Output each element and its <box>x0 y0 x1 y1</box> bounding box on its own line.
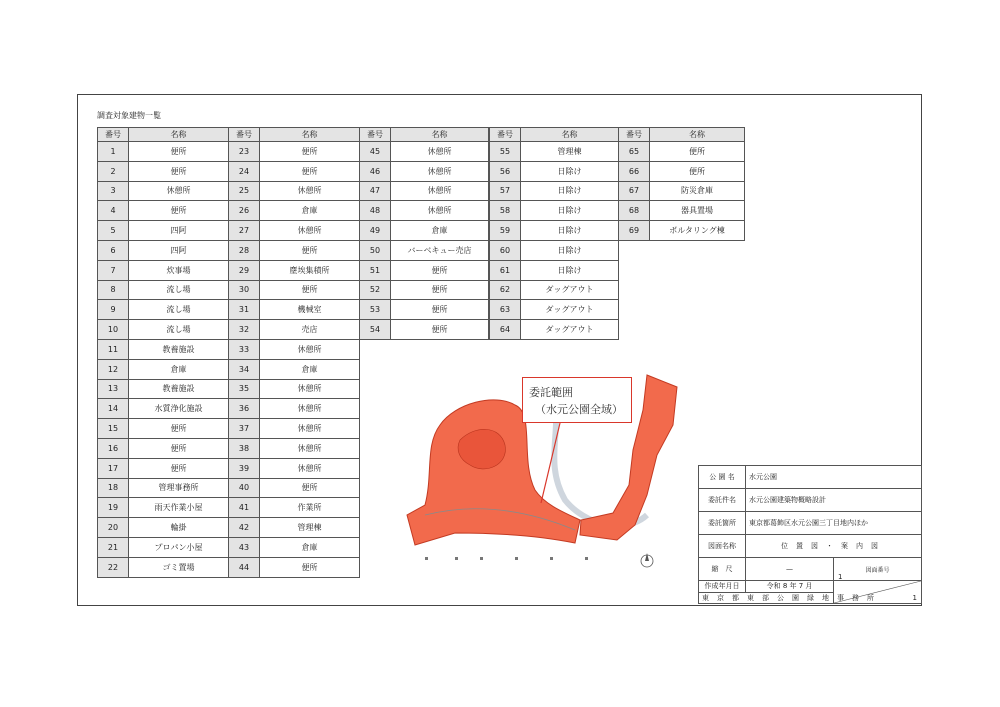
drawing-no-label: 図面番号 <box>834 558 922 581</box>
building-number: 10 <box>98 320 129 340</box>
building-table-1 <box>97 127 360 578</box>
park-value: 水元公園 <box>746 466 922 489</box>
scale-label: 縮 尺 <box>699 558 746 581</box>
table-row <box>490 300 619 320</box>
building-name: 便所 <box>391 260 489 280</box>
building-number: 58 <box>490 201 521 221</box>
table-row <box>490 142 619 162</box>
callout-line2: （水元公園全域） <box>535 403 623 416</box>
table-row <box>98 537 360 557</box>
building-name: 休憩所 <box>260 379 360 399</box>
table-row <box>619 142 745 162</box>
building-number: 37 <box>229 419 260 439</box>
table-row <box>360 221 489 241</box>
table-row <box>98 201 360 221</box>
table-row <box>490 161 619 181</box>
building-name: 便所 <box>260 240 360 260</box>
building-number: 61 <box>490 260 521 280</box>
building-table-2 <box>359 127 489 340</box>
building-name: 便所 <box>391 280 489 300</box>
building-name: 作業所 <box>260 498 360 518</box>
building-name: 日除け <box>521 161 619 181</box>
building-name: 管理事務所 <box>129 478 229 498</box>
building-name: 流し場 <box>129 280 229 300</box>
building-name: 休憩所 <box>260 458 360 478</box>
building-number: 43 <box>229 537 260 557</box>
building-number: 65 <box>619 142 650 162</box>
building-name: 休憩所 <box>129 181 229 201</box>
building-number: 28 <box>229 240 260 260</box>
table-row <box>98 399 360 419</box>
table-row <box>490 260 619 280</box>
building-number: 56 <box>490 161 521 181</box>
building-name: 管理棟 <box>521 142 619 162</box>
building-name: 便所 <box>129 161 229 181</box>
building-number: 20 <box>98 518 129 538</box>
callout-box <box>522 377 632 423</box>
table-row <box>98 280 360 300</box>
table-row <box>98 518 360 538</box>
building-name: 流し場 <box>129 320 229 340</box>
building-name: 便所 <box>129 201 229 221</box>
table-row <box>360 161 489 181</box>
table-row <box>98 438 360 458</box>
building-number: 31 <box>229 300 260 320</box>
project-value: 水元公園建築物概略設計 <box>746 489 922 512</box>
building-number: 24 <box>229 161 260 181</box>
building-name: ゴミ置場 <box>129 557 229 577</box>
table-row <box>98 221 360 241</box>
office-name: 東京都東部公園緑地事務所 <box>699 592 834 604</box>
header-number: 番号 <box>98 128 129 142</box>
building-name: 休憩所 <box>391 201 489 221</box>
building-name: 便所 <box>650 142 745 162</box>
building-name: 休憩所 <box>391 181 489 201</box>
building-number: 54 <box>360 320 391 340</box>
table-row <box>490 280 619 300</box>
table-row <box>490 181 619 201</box>
building-name: 休憩所 <box>260 419 360 439</box>
building-number: 14 <box>98 399 129 419</box>
title-block <box>698 465 922 606</box>
header-name: 名称 <box>521 128 619 142</box>
date-label: 作成年月日 <box>699 581 746 593</box>
building-name: 売店 <box>260 320 360 340</box>
table-row <box>98 458 360 478</box>
table-row <box>360 201 489 221</box>
building-number: 69 <box>619 221 650 241</box>
building-name: 休憩所 <box>391 161 489 181</box>
building-name: 日除け <box>521 221 619 241</box>
project-label: 委託件名 <box>699 489 746 512</box>
table-row <box>619 201 745 221</box>
location-label: 委託箇所 <box>699 512 746 535</box>
location-value: 東京都葛飾区水元公園三丁目地内ほか <box>746 512 922 535</box>
header-number: 番号 <box>360 128 391 142</box>
table-row <box>360 280 489 300</box>
building-number: 23 <box>229 142 260 162</box>
date-value: 令和 8 年 7 月 <box>746 581 834 593</box>
building-number: 7 <box>98 260 129 280</box>
building-name: ダッグアウト <box>521 320 619 340</box>
building-number: 19 <box>98 498 129 518</box>
building-number: 49 <box>360 221 391 241</box>
building-number: 32 <box>229 320 260 340</box>
park-label: 公 園 名 <box>699 466 746 489</box>
building-name: 便所 <box>129 458 229 478</box>
header-name: 名称 <box>260 128 360 142</box>
building-name: 便所 <box>260 280 360 300</box>
building-number: 53 <box>360 300 391 320</box>
building-name: 炊事場 <box>129 260 229 280</box>
building-name: 四阿 <box>129 240 229 260</box>
table-row <box>490 201 619 221</box>
building-name: 便所 <box>129 419 229 439</box>
table-row <box>98 478 360 498</box>
building-table-4 <box>618 127 745 241</box>
building-name: 雨天作業小屋 <box>129 498 229 518</box>
building-number: 9 <box>98 300 129 320</box>
building-name: 休憩所 <box>260 438 360 458</box>
building-number: 39 <box>229 458 260 478</box>
building-name: 日除け <box>521 240 619 260</box>
building-name: 塵埃集積所 <box>260 260 360 280</box>
building-name: プロパン小屋 <box>129 537 229 557</box>
building-number: 45 <box>360 142 391 162</box>
building-name: 器具置場 <box>650 201 745 221</box>
building-name: 倉庫 <box>129 359 229 379</box>
building-name: 日除け <box>521 201 619 221</box>
building-number: 57 <box>490 181 521 201</box>
building-name: 便所 <box>260 557 360 577</box>
building-number: 30 <box>229 280 260 300</box>
table-row <box>98 557 360 577</box>
building-name: 休憩所 <box>260 399 360 419</box>
building-number: 29 <box>229 260 260 280</box>
table-row <box>98 240 360 260</box>
drawing-value: 位置図・案内図 <box>746 535 922 558</box>
building-name: 教養施設 <box>129 339 229 359</box>
callout-line1: 委託範囲 <box>529 386 573 399</box>
building-name: 休憩所 <box>260 221 360 241</box>
building-number: 12 <box>98 359 129 379</box>
table-row <box>490 221 619 241</box>
table-row <box>98 260 360 280</box>
building-name: 休憩所 <box>391 142 489 162</box>
building-name: 便所 <box>260 478 360 498</box>
building-number: 35 <box>229 379 260 399</box>
header-name: 名称 <box>391 128 489 142</box>
building-number: 55 <box>490 142 521 162</box>
scale-value: — <box>746 558 834 581</box>
building-name: 機械室 <box>260 300 360 320</box>
building-number: 36 <box>229 399 260 419</box>
building-number: 16 <box>98 438 129 458</box>
table-row <box>98 419 360 439</box>
table-row <box>98 339 360 359</box>
table-row <box>98 359 360 379</box>
table-row <box>360 300 489 320</box>
building-number: 4 <box>98 201 129 221</box>
list-title: 調査対象建物一覧 <box>97 111 161 120</box>
building-number: 68 <box>619 201 650 221</box>
building-number: 15 <box>98 419 129 439</box>
table-row <box>619 181 745 201</box>
building-number: 41 <box>229 498 260 518</box>
table-row <box>360 240 489 260</box>
drawing-label: 図面名称 <box>699 535 746 558</box>
header-name: 名称 <box>129 128 229 142</box>
building-name: 倉庫 <box>260 201 360 221</box>
building-name: 水質浄化施設 <box>129 399 229 419</box>
building-number: 25 <box>229 181 260 201</box>
building-number: 60 <box>490 240 521 260</box>
header-number: 番号 <box>619 128 650 142</box>
drawing-no-top: 1 <box>838 573 843 581</box>
building-number: 11 <box>98 339 129 359</box>
building-number: 6 <box>98 240 129 260</box>
drawing-no-cell <box>834 573 922 604</box>
building-name: 便所 <box>391 300 489 320</box>
table-row <box>360 181 489 201</box>
building-number: 46 <box>360 161 391 181</box>
building-number: 2 <box>98 161 129 181</box>
table-row <box>98 142 360 162</box>
building-name: 流し場 <box>129 300 229 320</box>
building-number: 42 <box>229 518 260 538</box>
table-row <box>360 260 489 280</box>
table-row <box>360 142 489 162</box>
building-number: 5 <box>98 221 129 241</box>
building-name: ダッグアウト <box>521 280 619 300</box>
building-number: 47 <box>360 181 391 201</box>
building-name: 便所 <box>260 142 360 162</box>
building-name: ボルタリング棟 <box>650 221 745 241</box>
table-row <box>619 221 745 241</box>
building-name: 便所 <box>129 438 229 458</box>
table-row <box>619 161 745 181</box>
building-name: 日除け <box>521 181 619 201</box>
table-row <box>98 181 360 201</box>
building-number: 27 <box>229 221 260 241</box>
header-name: 名称 <box>650 128 745 142</box>
building-number: 13 <box>98 379 129 399</box>
building-number: 62 <box>490 280 521 300</box>
building-number: 50 <box>360 240 391 260</box>
building-name: 便所 <box>391 320 489 340</box>
building-number: 8 <box>98 280 129 300</box>
building-name: 休憩所 <box>260 181 360 201</box>
table-row <box>360 320 489 340</box>
building-name: 四阿 <box>129 221 229 241</box>
header-number: 番号 <box>229 128 260 142</box>
building-name: 倉庫 <box>391 221 489 241</box>
building-name: 防災倉庫 <box>650 181 745 201</box>
table-row <box>98 498 360 518</box>
building-name: 便所 <box>260 161 360 181</box>
table-row <box>98 320 360 340</box>
building-table-3 <box>489 127 619 340</box>
building-number: 26 <box>229 201 260 221</box>
drawing-no-bottom: 1 <box>912 594 917 602</box>
building-name: 輪掛 <box>129 518 229 538</box>
table-row <box>490 320 619 340</box>
table-row <box>490 240 619 260</box>
table-row <box>98 379 360 399</box>
building-name: ダッグアウト <box>521 300 619 320</box>
table-row <box>98 300 360 320</box>
building-number: 22 <box>98 557 129 577</box>
building-name: 教養施設 <box>129 379 229 399</box>
building-name: バーベキュー売店 <box>391 240 489 260</box>
building-number: 17 <box>98 458 129 478</box>
building-number: 51 <box>360 260 391 280</box>
building-name: 日除け <box>521 260 619 280</box>
building-number: 40 <box>229 478 260 498</box>
building-number: 34 <box>229 359 260 379</box>
building-number: 21 <box>98 537 129 557</box>
table-row <box>98 161 360 181</box>
building-number: 1 <box>98 142 129 162</box>
building-name: 便所 <box>129 142 229 162</box>
building-number: 33 <box>229 339 260 359</box>
building-number: 48 <box>360 201 391 221</box>
building-number: 18 <box>98 478 129 498</box>
building-number: 52 <box>360 280 391 300</box>
header-number: 番号 <box>490 128 521 142</box>
building-name: 倉庫 <box>260 537 360 557</box>
building-number: 63 <box>490 300 521 320</box>
building-number: 67 <box>619 181 650 201</box>
building-number: 44 <box>229 557 260 577</box>
building-number: 3 <box>98 181 129 201</box>
building-number: 38 <box>229 438 260 458</box>
building-name: 休憩所 <box>260 339 360 359</box>
building-number: 66 <box>619 161 650 181</box>
building-name: 便所 <box>650 161 745 181</box>
building-number: 64 <box>490 320 521 340</box>
building-name: 管理棟 <box>260 518 360 538</box>
building-number: 59 <box>490 221 521 241</box>
building-name: 倉庫 <box>260 359 360 379</box>
